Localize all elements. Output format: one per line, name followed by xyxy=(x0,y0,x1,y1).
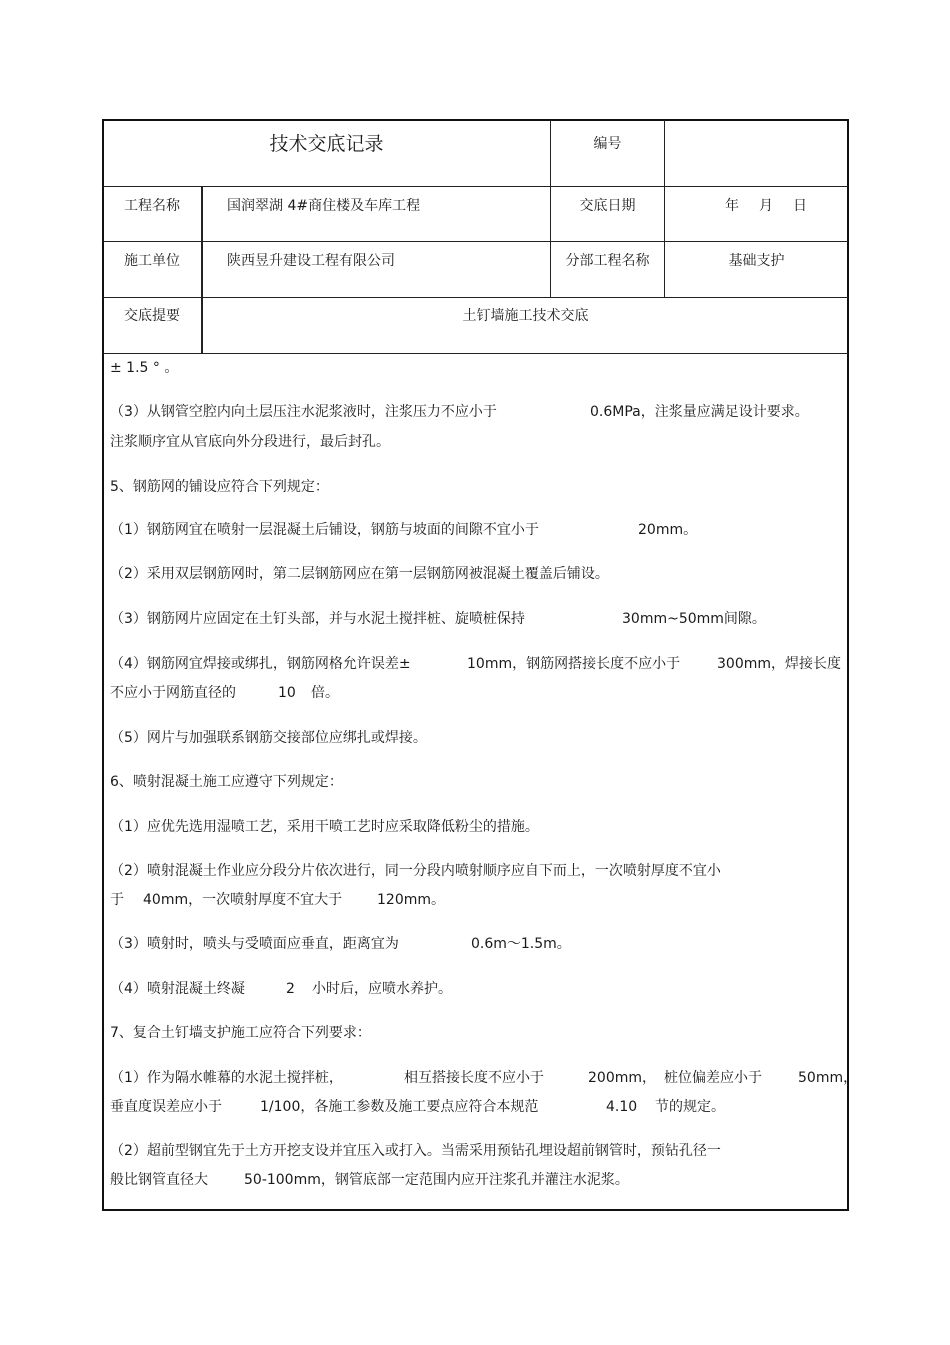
spray-thickness-max: 120mm。 xyxy=(377,892,445,908)
mesh-overlap-text: 10mm，钢筋网搭接长度不应小于 xyxy=(467,656,681,672)
nozzle-distance-value: 0.6m～1.5m。 xyxy=(471,936,571,952)
predrill-text: 般比钢管直径大 xyxy=(110,1172,208,1188)
body-line xyxy=(110,360,178,376)
body-line xyxy=(110,404,840,420)
overlap-length-value: 200mm， xyxy=(588,1070,656,1086)
weld-diameter-unit: 倍。 xyxy=(311,685,339,701)
date-year: 年 xyxy=(725,198,739,214)
spray-thickness-text: 40mm，一次喷射厚度不宜大于 xyxy=(143,892,343,908)
code-section-suffix: 节的规定。 xyxy=(655,1099,725,1115)
date-day: 日 xyxy=(793,198,807,214)
date-month: 月 xyxy=(759,198,773,214)
section-6-heading: 6、喷射混凝土施工应遵守下列规定： xyxy=(110,774,343,790)
body-line xyxy=(110,819,539,835)
body-line xyxy=(110,1143,721,1159)
column-divider xyxy=(201,186,203,354)
number-label: 编号 xyxy=(593,136,622,152)
body-line xyxy=(110,522,840,538)
summary-label: 交底提要 xyxy=(124,308,180,324)
subproject-label: 分部工程名称 xyxy=(565,253,650,269)
body-line xyxy=(110,1172,840,1188)
weld-diameter-value: 10 xyxy=(278,685,296,701)
row-divider xyxy=(103,297,848,298)
curing-rest: 小时后，应喷水养护。 xyxy=(312,981,452,997)
grout-pressure-value: 0.6MPa，注浆量应满足设计要求。 xyxy=(590,404,809,420)
subproject-value: 基础支护 xyxy=(728,253,785,269)
wet-spray-text: （1）应优先选用湿喷工艺，采用干喷工艺时应采取降低粉尘的措施。 xyxy=(110,819,539,835)
body-line xyxy=(110,936,840,952)
section-5-heading: 5、钢筋网的铺设应符合下列规定： xyxy=(110,479,329,495)
double-mesh-text: （2）采用双层钢筋网时，第二层钢筋网应在第一层钢筋网被混凝土覆盖后铺设。 xyxy=(110,566,609,582)
body-line xyxy=(110,656,840,672)
page-title: 技术交底记录 xyxy=(269,133,384,155)
mesh-fix-value: 30mm~50mm间隙。 xyxy=(622,611,766,627)
grout-order-text: 注浆顺序宜从官底向外分段进行，最后封孔。 xyxy=(110,434,390,450)
body-line xyxy=(110,685,840,701)
weld-length-text: 300mm，焊接长度 xyxy=(717,656,841,672)
section-7-heading: 7、复合土钉墙支护施工应符合下列要求： xyxy=(110,1025,371,1041)
row-divider xyxy=(103,353,848,354)
tolerance-text: ± 1.5 ° 。 xyxy=(110,360,179,376)
curing-hours: 2 xyxy=(286,981,295,997)
body-line xyxy=(110,730,427,746)
project-name-label: 工程名称 xyxy=(124,198,180,214)
date-label: 交底日期 xyxy=(579,198,636,214)
body-line xyxy=(110,863,721,879)
advance-steel-text: （2）超前型钢宜先于土方开挖支设并宜压入或打入。当需采用预钻孔埋设超前钢管时，预钻孔径一 xyxy=(110,1143,721,1159)
overlap-length-text: 相互搭接长度不应小于 xyxy=(404,1070,544,1086)
verticality-text: 垂直度误差应小于 xyxy=(110,1099,222,1115)
body-line xyxy=(110,1099,840,1115)
body-line xyxy=(110,434,390,450)
row-divider xyxy=(103,241,848,242)
grout-pressure-text: （3）从钢管空腔内向土层压注水泥浆液时，注浆压力不应小于 xyxy=(110,404,497,420)
nozzle-distance-text: （3）喷射时，喷头与受喷面应垂直，距离宜为 xyxy=(110,936,399,952)
weld-diameter-text: 不应小于网筋直径的 xyxy=(110,685,236,701)
mesh-gap-text: （1）钢筋网宜在喷射一层混凝土后铺设，钢筋与坡面的间隙不宜小于 xyxy=(110,522,539,538)
body-line xyxy=(110,981,840,997)
predrill-value: 50-100mm，钢管底部一定范围内应开注浆孔并灌注水泥浆。 xyxy=(244,1172,629,1188)
body-line xyxy=(110,611,840,627)
mesh-fix-text: （3）钢筋网片应固定在土钉头部，并与水泥土搅拌桩、旋喷桩保持 xyxy=(110,611,525,627)
pile-deviation-value: 50mm， xyxy=(798,1070,858,1086)
section-heading xyxy=(110,479,329,495)
mesh-weld-text: （4）钢筋网宜焊接或绑扎，钢筋网格允许误差± xyxy=(110,656,411,672)
spray-thickness-prefix: 于 xyxy=(110,892,124,908)
contractor-value: 陕西昱升建设工程有限公司 xyxy=(227,253,395,269)
curing-text: （4）喷射混凝土终凝 xyxy=(110,981,245,997)
contractor-label: 施工单位 xyxy=(124,253,180,269)
column-divider xyxy=(664,120,665,298)
code-section: 4.10 xyxy=(606,1099,638,1115)
row-divider xyxy=(103,186,848,187)
cutoff-curtain-text: （1）作为隔水帷幕的水泥土搅拌桩， xyxy=(110,1070,343,1086)
body-line xyxy=(110,566,609,582)
body-line xyxy=(110,1070,858,1086)
section-heading xyxy=(110,1025,371,1041)
project-name-value: 国润翠湖 4#商住楼及车库工程 xyxy=(227,198,421,214)
summary-value: 土钉墙施工技术交底 xyxy=(462,308,589,324)
pile-deviation-text: 桩位偏差应小于 xyxy=(664,1070,762,1086)
mesh-gap-value: 20mm。 xyxy=(638,522,698,538)
body-line xyxy=(110,892,840,908)
section-heading xyxy=(110,774,343,790)
verticality-value: 1/100，各施工参数及施工要点应符合本规范 xyxy=(260,1099,539,1115)
mesh-joint-text: （5）网片与加强联系钢筋交接部位应绑扎或焊接。 xyxy=(110,730,427,746)
spray-sequence-text: （2）喷射混凝土作业应分段分片依次进行，同一分段内喷射顺序应自下而上，一次喷射厚度不宜小 xyxy=(110,863,721,879)
